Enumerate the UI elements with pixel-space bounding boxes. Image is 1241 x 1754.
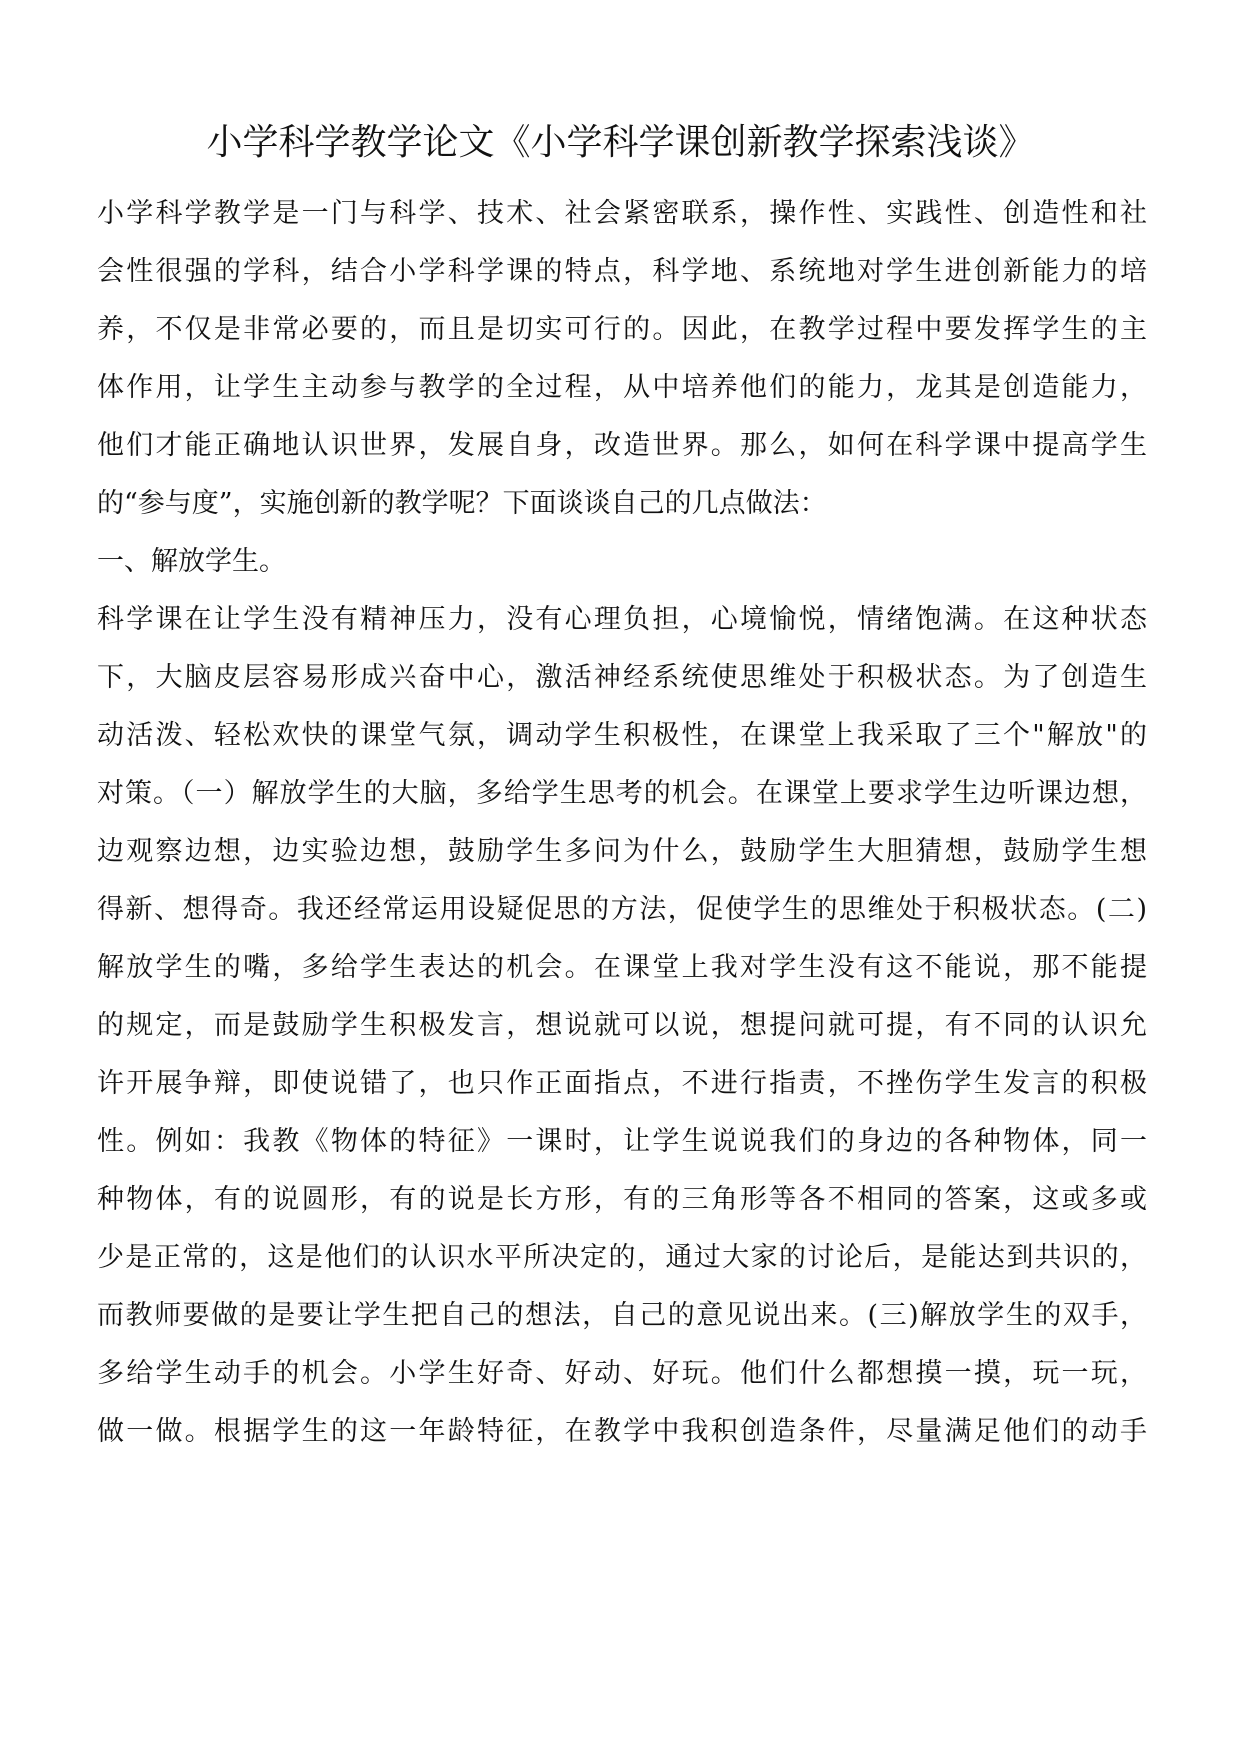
body-line: 而教师要做的是要让学生把自己的想法，自己的意见说出来。(三)解放学生的双手， [97, 1300, 1147, 1331]
body-line: 的“参与度”，实施创新的教学呢？下面谈谈自己的几点做法： [97, 488, 827, 519]
body-line: 多给学生动手的机会。小学生好奇、好动、好玩。他们什么都想摸一摸，玩一玩， [97, 1358, 1147, 1389]
body-line: 对策。（一）解放学生的大脑，多给学生思考的机会。在课堂上要求学生边听课边想， [97, 778, 1147, 809]
document-title: 小学科学教学论文《小学科学课创新教学探索浅谈》 [206, 122, 1035, 163]
body-line: 体作用，让学生主动参与教学的全过程，从中培养他们的能力，龙其是创造能力， [97, 372, 1147, 403]
document-body [97, 185, 1147, 1461]
body-line: 他们才能正确地认识世界，发展自身，改造世界。那么，如何在科学课中提高学生 [97, 430, 1147, 461]
body-line: 许开展争辩，即使说错了，也只作正面指点，不进行指责，不挫伤学生发言的积极 [97, 1068, 1147, 1099]
body-line: 得新、想得奇。我还经常运用设疑促思的方法，促使学生的思维处于积极状态。(二) [97, 894, 1147, 925]
body-line: 少是正常的，这是他们的认识水平所决定的，通过大家的讨论后，是能达到共识的， [97, 1242, 1147, 1273]
body-line: 解放学生的嘴，多给学生表达的机会。在课堂上我对学生没有这不能说，那不能提 [97, 952, 1147, 983]
body-line: 动活泼、轻松欢快的课堂气氛，调动学生积极性，在课堂上我采取了三个"解放"的 [97, 720, 1147, 751]
body-line: 种物体，有的说圆形，有的说是长方形，有的三角形等各不相同的答案，这或多或 [97, 1184, 1147, 1215]
body-line: 的规定，而是鼓励学生积极发言，想说就可以说，想提问就可提，有不同的认识允 [97, 1010, 1147, 1041]
body-line: 做一做。根据学生的这一年龄特征，在教学中我积创造条件，尽量满足他们的动手 [97, 1416, 1147, 1447]
body-line: 小学科学教学是一门与科学、技术、社会紧密联系，操作性、实践性、创造性和社 [97, 198, 1147, 229]
body-line: 科学课在让学生没有精神压力，没有心理负担，心境愉悦，情绪饱满。在这种状态 [97, 604, 1147, 635]
body-line: 养，不仅是非常必要的，而且是切实可行的。因此，在教学过程中要发挥学生的主 [97, 314, 1147, 345]
body-line: 性。例如：我教《物体的特征》一课时，让学生说说我们的身边的各种物体，同一 [97, 1126, 1147, 1157]
section-heading: 一、解放学生。 [97, 546, 286, 577]
body-line: 下，大脑皮层容易形成兴奋中心，激活神经系统使思维处于积极状态。为了创造生 [97, 662, 1147, 693]
body-line: 边观察边想，边实验边想，鼓励学生多问为什么，鼓励学生大胆猜想，鼓励学生想 [97, 836, 1147, 867]
body-line: 会性很强的学科，结合小学科学课的特点，科学地、系统地对学生进创新能力的培 [97, 256, 1147, 287]
